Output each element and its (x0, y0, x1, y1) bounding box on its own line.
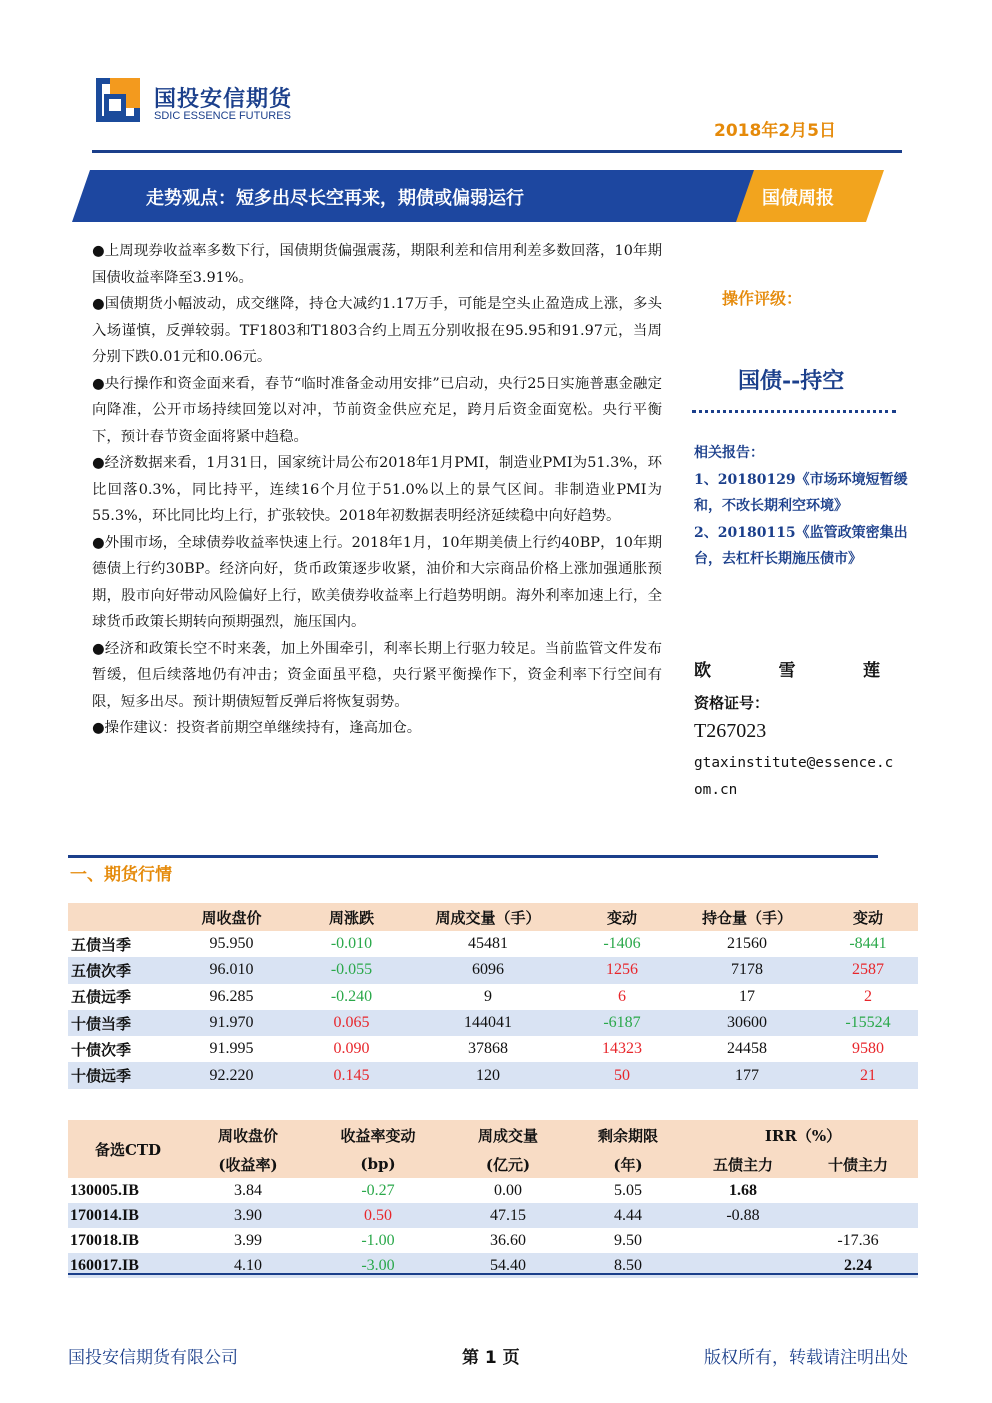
report-headline: 走势观点：短多出尽长空再来，期债或偏弱运行 (146, 188, 524, 209)
table-row (68, 1036, 918, 1062)
volume-change: -1406 (603, 935, 641, 953)
price-change: -0.240 (330, 987, 373, 1005)
summary-paragraph: ●央行操作和资金面来看，春节“临时准备金动用安排”已启动，央行25日实施普惠金融定向降准，公开市场持续回笼以对冲，节前资金供应充足，跨月后资金面宽松。央行平衡下，预计春节资金面将紧中趋稳。 (92, 375, 662, 445)
weekly-volume: 54.40 (490, 1256, 526, 1274)
contract-name: 十债远季 (71, 1067, 132, 1086)
summary-body (92, 238, 662, 742)
column-header: (年) (613, 1155, 643, 1174)
table-row (68, 931, 918, 957)
volume: 37868 (468, 1040, 508, 1058)
remaining-term: 5.05 (614, 1181, 642, 1199)
column-header: 持仓量（手） (701, 908, 792, 927)
dotted-divider (692, 410, 896, 413)
logo-mark-icon (96, 78, 140, 122)
irr-5y (688, 1228, 798, 1253)
related-reports (694, 440, 912, 573)
open-interest-change: -15524 (845, 1014, 891, 1032)
price-change: 0.065 (333, 1014, 370, 1032)
contract-name: 五债次季 (71, 961, 132, 980)
close-price: 91.995 (209, 1040, 254, 1058)
column-header: 剩余期限 (597, 1126, 658, 1145)
close-yield: 3.84 (234, 1181, 262, 1199)
yield-change: -1.00 (361, 1231, 395, 1249)
table-header-row (68, 1150, 918, 1178)
open-interest-change: 9580 (852, 1040, 884, 1058)
table-row (68, 1010, 918, 1036)
close-price: 91.970 (209, 1014, 254, 1032)
weekly-volume: 36.60 (490, 1231, 526, 1249)
contract-name: 十债次季 (71, 1040, 132, 1059)
volume-change: 14323 (602, 1040, 642, 1058)
yield-change: -3.00 (361, 1256, 395, 1274)
irr-10y: -17.36 (837, 1231, 879, 1249)
volume: 9 (484, 987, 492, 1005)
table-row (68, 1062, 918, 1088)
close-price: 95.950 (209, 935, 254, 953)
column-header: (bp) (360, 1155, 396, 1173)
report-date: 2018年2月5日 (714, 121, 836, 141)
related-report-link[interactable]: 1、20180129《市场环境短暂缓和，不改长期利空环境》 (694, 471, 908, 514)
volume-change: 6 (618, 987, 626, 1005)
column-header: 周成交量（手） (435, 908, 541, 927)
open-interest: 7178 (731, 961, 763, 979)
volume-change: 1256 (606, 961, 638, 979)
remaining-term: 8.50 (614, 1256, 642, 1274)
related-report-link[interactable]: 2、20180115《监管政策密集出台，去杠杆长期施压债市》 (694, 524, 908, 567)
irr-10y (798, 1203, 918, 1228)
table-header-row (68, 903, 918, 931)
volume-change: 50 (614, 1066, 630, 1084)
irr-5y: 1.68 (729, 1181, 757, 1199)
price-change: 0.090 (333, 1040, 370, 1058)
company-logo (96, 72, 306, 128)
section-divider (68, 855, 878, 858)
column-header: 变动 (852, 908, 883, 927)
author-name-char: 欧 (694, 661, 711, 681)
table-bottom-rule (68, 1273, 918, 1275)
ctd-table (68, 1120, 918, 1278)
irr-10y: 2.24 (844, 1256, 872, 1274)
yield-change: -0.27 (361, 1181, 395, 1199)
contract-name: 五债远季 (71, 988, 132, 1007)
volume: 6096 (472, 961, 504, 979)
volume-change: -6187 (603, 1014, 641, 1032)
open-interest: 24458 (727, 1040, 767, 1058)
author-name-char: 雪 (778, 661, 796, 681)
author-name-char: 莲 (863, 661, 880, 681)
certificate-number: T267023 (694, 720, 767, 742)
footer-company: 国投安信期货有限公司 (68, 1348, 238, 1368)
column-header: 变动 (606, 908, 637, 927)
header-divider (92, 150, 902, 153)
summary-paragraph: ●上周现券收益率多数下行，国债期货偏强震荡，期限利差和信用利差多数回落，10年期国债收益率降至3.91%。 (92, 243, 662, 286)
weekly-volume: 47.15 (490, 1206, 526, 1224)
report-category: 国债周报 (762, 188, 834, 209)
footer-copyright: 版权所有，转载请注明出处 (704, 1348, 908, 1368)
column-header: 周收盘价 (217, 1126, 278, 1145)
open-interest-change: -8441 (849, 935, 887, 953)
open-interest-change: 21 (860, 1066, 876, 1084)
column-header: 周涨跌 (328, 908, 374, 927)
summary-paragraph: ●操作建议：投资者前期空单继续持有，逢高加仓。 (92, 720, 422, 736)
remaining-term: 4.44 (614, 1206, 642, 1224)
table-row (68, 1178, 918, 1203)
table-row (68, 957, 918, 983)
contract-name: 五债当季 (71, 935, 132, 954)
volume: 45481 (468, 935, 508, 953)
price-change: -0.055 (330, 961, 373, 979)
bond-code: 130005.IB (70, 1181, 139, 1199)
contract-name: 十债当季 (71, 1014, 132, 1033)
bond-code: 160017.IB (70, 1256, 139, 1274)
author-name (694, 656, 880, 681)
close-yield: 3.99 (234, 1231, 262, 1249)
price-change: 0.145 (333, 1066, 370, 1084)
column-header: 周成交量 (477, 1126, 538, 1145)
close-yield: 4.10 (234, 1256, 262, 1274)
summary-paragraph: ●国债期货小幅波动，成交继降，持仓大减约1.17万手，可能是空头止盈造成上涨，多头入场谨慎，反弹较弱。TF1803和T1803合约上周五分别收报在95.95和91.97元，当周分别下跌0.01元和0.06元。 (92, 296, 662, 365)
table-row (68, 1228, 918, 1253)
column-header: 周收盘价 (201, 908, 262, 927)
page-number: 第 1 页 (462, 1348, 520, 1368)
rating-value: 国债--持空 (738, 368, 845, 394)
futures-market-table (68, 903, 918, 1089)
title-banner (72, 170, 884, 222)
summary-paragraph: ●外围市场，全球债券收益率快速上行。2018年1月，10年期美债上行约40BP，10年期德债上行约30BP。经济向好，货币政策逐步收紧，油价和大宗商品价格上涨加强通胀预期，股市向好带动风险偏好上行，欧美债券收益率上行趋势明朗。海外利率加速上行，全球货币政策长期转向预期强烈，施压国内。 (92, 534, 662, 630)
column-header: (亿元) (485, 1155, 531, 1174)
close-price: 96.010 (209, 961, 254, 979)
bond-code: 170018.IB (70, 1231, 139, 1249)
close-yield: 3.90 (234, 1206, 262, 1224)
irr-5y: -0.88 (726, 1206, 760, 1224)
volume: 120 (476, 1066, 500, 1084)
price-change: -0.010 (330, 935, 373, 953)
close-price: 96.285 (209, 987, 254, 1005)
table-row (68, 1203, 918, 1228)
weekly-volume: 0.00 (494, 1181, 522, 1199)
column-header: (收益率) (218, 1155, 278, 1174)
column-header: 五债主力 (712, 1155, 773, 1174)
summary-paragraph: ●经济数据来看，1月31日，国家统计局公布2018年1月PMI，制造业PMI为51.3%，环比回落0.3%，同比持平，连续16个月位于51.0%以上的景气区间。非制造业PMI为55.3%，环比同比均上行，扩张较快。2018年初数据表明经济延续稳中向好趋势。 (92, 455, 662, 524)
section-title: 一、期货行情 (70, 865, 172, 885)
rating-label: 操作评级： (722, 289, 803, 308)
column-header: IRR（%） (764, 1126, 842, 1145)
open-interest-change: 2 (864, 987, 872, 1005)
open-interest: 17 (739, 987, 755, 1005)
column-header (68, 903, 168, 931)
certificate-label: 资格证号： (694, 694, 770, 712)
open-interest: 30600 (727, 1014, 767, 1032)
column-header: 备选CTD (94, 1140, 162, 1159)
bond-code: 170014.IB (70, 1206, 139, 1224)
open-interest-change: 2587 (852, 961, 884, 979)
contact-email[interactable]: gtaxinstitute@essence.com.cn (694, 755, 894, 798)
table-row (68, 984, 918, 1010)
open-interest: 177 (735, 1066, 759, 1084)
logo-chinese-name: 国投安信期货 (154, 87, 293, 112)
open-interest: 21560 (727, 935, 767, 953)
irr-10y (798, 1178, 918, 1203)
column-header: 收益率变动 (340, 1126, 416, 1145)
volume: 144041 (464, 1014, 512, 1032)
close-price: 92.220 (209, 1066, 254, 1084)
column-header: 十债主力 (828, 1155, 889, 1174)
summary-paragraph: ●经济和政策长空不时来袭，加上外围牵引，利率长期上行驱力较足。当前监管文件发布暂缓，但后续落地仍有冲击；资金面虽平稳，央行紧平衡操作下，资金利率下行空间有限，短多出尽。预计期债短暂反弹后将恢复弱势。 (92, 640, 662, 710)
logo-english-name: SDIC ESSENCE FUTURES (154, 110, 291, 122)
table-header-row (68, 1120, 918, 1150)
yield-change: 0.50 (364, 1206, 392, 1224)
related-reports-title: 相关报告： (694, 445, 764, 461)
remaining-term: 9.50 (614, 1231, 642, 1249)
